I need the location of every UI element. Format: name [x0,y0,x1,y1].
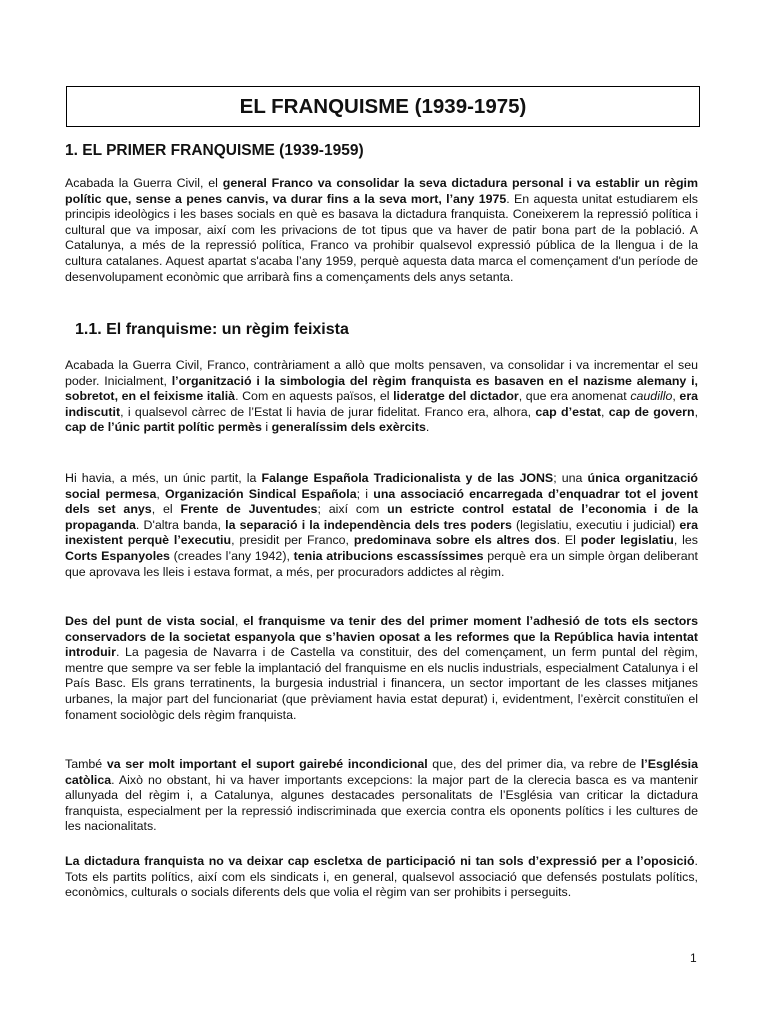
text-span: , [601,404,609,419]
paragraph-regime [65,358,698,436]
bold-span: general Franco va consolidar la seva dictadura personal i va establir un règim polític que, sense a penes canvis, va durar fins a la seva mort, l’any 1975 [65,176,698,206]
italic-span: caudillo [630,389,673,404]
document-title: EL FRANQUISME (1939-1975) [66,86,700,127]
page-number: 1 [690,951,697,965]
text-span: . Això no obstant, hi va haver importants excepcions: la major part de la clerecia basca es va mantenir allunyada del règim i, a Catalunya, algunes destacades personalitats de l’Església van criticar la dictadura franquista, especialment per la repressió indiscriminada que exercia contra els oponents polítics i les cultures de les nacionalitats. [65,772,698,834]
bold-span: generalíssim dels exèrcits [271,420,426,435]
section-heading-1-main: 1. EL PRIMER FRANQUISME [65,142,275,159]
text-span: , [156,486,166,501]
bold-span: Frente de Juventudes [180,502,318,517]
bold-span: La dictadura franquista no va deixar cap escletxa de participació ni tan sols d’expressió per a l’oposició [65,854,695,868]
paragraph-social [65,614,698,723]
bold-span: una associació encarregada d’enquadrar tot el jovent dels set anys [65,486,699,517]
text-span: . [425,420,430,435]
text-span: i [261,420,272,435]
bold-span: Organización Sindical Española [165,486,357,501]
bold-span: l’Església catòlica [65,757,698,787]
text-span: . Tots els partits polítics, així com els sindicats i, en general, qualsevol associació que defensés postulats polítics, econòmics, culturals o socials diferents dels que volia el règim van ser prohibits i perseguits. [65,854,698,900]
text-span: Acabada la Guerra Civil, Franco, contràriament a allò que molts pensaven, va consolidar i va incrementar el seu poder. Inicialment, [65,358,698,388]
text-span: que, des del primer dia, va rebre de [427,757,641,771]
bold-span: cap de govern [608,404,695,419]
text-span: , presidit per Franco, [231,533,354,548]
text-span: . La pagesia de Navarra i de Castella va constituir, des del començament, un ferm puntal del règim, mentre que sempre va ser feble la implantació del franquisme en els nuclis industrials, especialment Catalunya i el País Basc. Els grans terratinents, la burgesia industrial i financera, un sector important de les classes mitjanes urbanes, la major part del funcionariat (que prèviament havia estat depurat) i, evidentment, l’exèrcit constituïen el fonament sociològic dels règim franquista. [65,645,698,722]
text-span: , el [151,502,181,517]
bold-span: l’organització i la simbologia del règim franquista es basaven en el nazisme alemany i, sobretot, en el feixisme italià [65,373,698,404]
section-heading-1 [65,142,364,160]
bold-span: predominava sobre els altres dos [353,533,557,548]
paragraph-party [65,471,698,580]
bold-span: la separació i la independència dels tres poders [225,517,512,532]
text-span: ; una [553,471,588,485]
section-heading-1-1: 1.1. El franquisme: un règim feixista [75,321,349,338]
bold-span: única organització social permesa [65,471,698,501]
paragraph-opposition [65,854,698,901]
paragraph-intro [65,176,698,285]
text-span: , i qualsevol càrrec de l’Estat li havia de jurar fidelitat. Franco era, alhora, [120,404,536,419]
bold-span: Falange Española Tradicionalista y de las JONS [261,471,554,485]
text-span: . El [556,533,581,548]
text-span: ; i [356,486,374,501]
paragraph-church [65,757,698,835]
bold-span: era inexistent perquè l’executiu [65,517,698,548]
section-heading-1-years: (1939-1959) [274,142,364,159]
bold-span: Corts Espanyoles [65,548,170,563]
text-span: (legislatiu, executiu i judicial) [511,517,680,532]
text-span: . D'altra banda, [135,517,226,532]
text-span: perquè era un simple òrgan deliberant que aprovava les lleis i estava format, a més, per procuradors addictes al règim. [65,548,698,579]
bold-span: cap d’estat [535,404,601,419]
bold-span: era indiscutit [65,389,699,419]
text-span: . En aquesta unitat estudiarem els principis ideològics i les bases socials en què es basava la dictadura franquista. Coneixerem la repressió política i cultural que va imposar, així com les privacions de tot tipus que va haver de patir bona part de la població. A Catalunya, a més de la repressió política, Franco va prohibir qualsevol expressió pública de la llengua i de la cultura catalanes. Aquest apartat s'acaba l’any 1959, perquè aquesta data marca el començament d'un període de desenvolupament econòmic que arribarà fins a començaments dels anys setanta. [65,191,698,284]
bold-span: cap de l’únic partit polític permès [65,420,262,435]
bold-span: el franquisme va tenir des del primer moment l’adhesió de tots els sectors conservadors de la societat espanyola que s’havien oposat a les reformes que la República havia intentat introduir [65,614,698,660]
text-span: També [65,757,107,771]
text-span: , [694,404,699,419]
bold-span: va ser molt important el suport gairebé incondicional [106,757,428,771]
text-span: (creades l’any 1942), [169,548,294,563]
text-span: Hi havia, a més, un únic partit, la [65,471,262,485]
text-span: , [234,614,244,628]
text-span: . Com en aquests països, el [235,389,394,404]
bold-span: Des del punt de vista social [65,614,235,628]
bold-span: tenia atribucions escassíssimes [293,548,484,563]
bold-span: un estricte control estatal de l’economia i de la propaganda [65,502,698,532]
bold-span: lideratge del dictador [393,389,519,404]
text-span: , les [673,533,698,548]
text-span: Acabada la Guerra Civil, el [65,176,223,190]
text-span: , que era anomenat [518,389,631,404]
text-span: , [672,389,680,404]
text-span: ; així com [317,502,388,517]
bold-span: poder legislatiu [580,533,674,548]
